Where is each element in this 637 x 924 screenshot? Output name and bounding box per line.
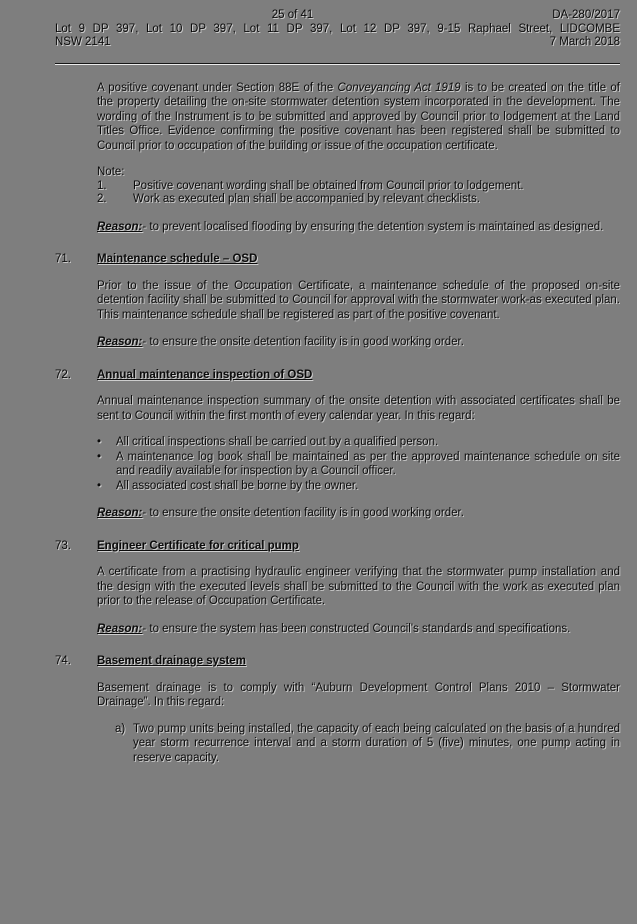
condition-title: Basement drainage system	[97, 655, 246, 667]
bullet-item-2	[97, 450, 620, 479]
bullet-icon: •	[97, 479, 102, 492]
condition-title: Annual maintenance inspection of OSD	[97, 368, 313, 381]
reason-label: Reason:	[97, 622, 143, 635]
intro-text-after: is to be created on the title of the property detailing the on-site stormwater detention system incorporated in the development. The wording of the Instrument is to be submitted and approved by Council prior to lodgement at the Land Titles Office. Evidence confirming the positive covenant has been registered shall be submitted to Council prior to occupation of the building or issue of the occupation certificate.	[97, 81, 621, 152]
condition-paragraph: Prior to the issue of the Occupation Certificate, a maintenance schedule of the proposed on-site detention facility shall be submitted to Council for approval with the stormwater work-as executed plan. This maintenance schedule shall be registered as part of the positive covenant.	[97, 279, 620, 321]
reason-text: - to ensure the onsite detention facility is in good working order.	[142, 507, 464, 519]
condition-71	[55, 252, 620, 350]
condition-title: Engineer Certificate for critical pump	[97, 539, 299, 552]
reason-paragraph	[97, 335, 620, 350]
note-block	[97, 166, 620, 207]
note-item-1	[97, 180, 620, 194]
reason-label: Reason:	[97, 507, 143, 519]
intro-text-before: A positive covenant under Section 88E of the	[97, 81, 338, 94]
reason-text: - to ensure the onsite detention facility is in good working order.	[142, 336, 464, 348]
header-row-3	[55, 36, 620, 50]
reason-label: Reason:	[97, 336, 143, 348]
positive-covenant-paragraph	[97, 81, 620, 154]
condition-74	[55, 654, 620, 765]
bullet-icon: •	[97, 436, 102, 448]
bullet-item-1	[97, 435, 620, 450]
page-number: 25 of 41	[271, 9, 314, 21]
condition-heading-row	[55, 654, 620, 669]
condition-72	[55, 368, 620, 521]
note-item-number: 1.	[97, 179, 107, 192]
condition-title: Maintenance schedule – OSD	[97, 253, 258, 265]
reason-text: - to prevent localised flooding by ensuring the detention system is maintained as designed.	[142, 220, 604, 233]
sub-item-text: Two pump units being installed, the capacity of each being calculated on the basis of a hundred year storm recurrence interval and a storm duration of 5 (five) minutes, one pump acting in reserve capacity.	[133, 722, 620, 764]
bullet-text: All critical inspections shall be carried out by a qualified person.	[116, 436, 439, 448]
reason-label: Reason:	[97, 220, 143, 233]
suburb-postcode: NSW 2141	[55, 36, 111, 48]
condition-paragraph: A certificate from a practising hydraulic engineer verifying that the stormwater pump installation and the design with the executed levels shall be submitted to the Council with the work as executed plan prior to the release of Occupation Certificate.	[97, 566, 620, 607]
bullet-item-3	[97, 479, 620, 494]
property-lots-line: Lot 9 DP 397, Lot 10 DP 397, Lot 11 DP 397, Lot 12 DP 397, 9-15 Raphael Street, LIDCOMBE	[55, 22, 620, 35]
condition-heading-row	[55, 252, 620, 267]
condition-number: 73.	[55, 539, 71, 552]
conditions-content	[55, 81, 620, 766]
page-header	[0, 0, 637, 50]
condition-paragraph: Annual maintenance inspection summary of the onsite detention with associated certificates shall be sent to Council within the first month of every calendar year. In this regard:	[97, 395, 620, 422]
condition-number: 74.	[55, 655, 71, 667]
reason-text: - to ensure the system has been constructed Council's standards and specifications.	[142, 622, 571, 635]
condition-paragraph: Basement drainage is to comply with “Auburn Development Control Plans 2010 – Stormwater Drainage”. In this regard:	[97, 681, 620, 708]
act-name-italic: Conveyancing Act 1919	[337, 81, 461, 94]
note-item-text: Positive covenant wording shall be obtained from Council prior to lodgement.	[133, 179, 524, 192]
reason-paragraph	[97, 220, 620, 235]
da-reference: DA-280/2017	[552, 9, 620, 21]
sub-item-label: a)	[115, 722, 126, 735]
bullet-text: All associated cost shall be borne by the owner.	[116, 479, 359, 492]
note-item-2	[97, 193, 620, 207]
document-date: 7 March 2018	[549, 36, 620, 48]
condition-73	[55, 539, 620, 637]
reason-paragraph	[97, 506, 620, 521]
condition-number: 72.	[55, 368, 71, 381]
note-label: Note:	[97, 166, 125, 178]
header-divider	[55, 63, 620, 64]
bullet-icon: •	[97, 450, 102, 463]
condition-heading-row	[55, 368, 620, 383]
bullet-list	[97, 435, 620, 493]
note-item-text: Work as executed plan shall be accompanied by relevant checklists.	[133, 193, 480, 205]
sub-item-a	[115, 722, 620, 766]
note-item-number: 2.	[97, 193, 107, 205]
reason-paragraph	[97, 622, 620, 637]
condition-number: 71.	[55, 253, 71, 265]
header-row-1	[55, 9, 620, 23]
bullet-text: A maintenance log book shall be maintained as per the approved maintenance schedule on site and readily available for inspection by a Council officer.	[116, 450, 620, 477]
condition-heading-row	[55, 539, 620, 554]
